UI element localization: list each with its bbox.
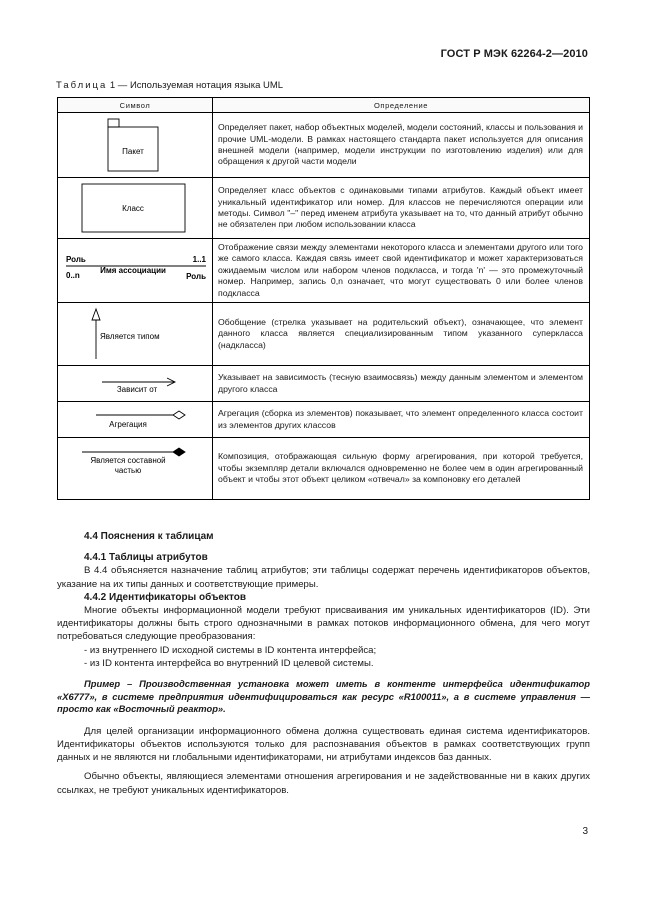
table-row xyxy=(58,113,590,178)
column-header-definition: Определение xyxy=(213,98,590,113)
definition-cell: Отображение связи между элементами некоторого класса и элементами другого или того же самого класса. Каждая связь имеет свой идентификатор и может характеризоваться ожидаемым числом или набором членов подкласса, и тогда 'n' — это промежуточный номер. Например, запись 0,n означает, что могут существовать 0 или более членов подкласса xyxy=(213,239,590,303)
symbol-cell xyxy=(58,113,213,178)
table-row xyxy=(58,239,590,303)
symbol-cell xyxy=(58,303,213,366)
dependency-label: Зависит от xyxy=(116,385,158,394)
definition-cell: Указывает на зависимость (тесную взаимосвязь) между данным элементом и элементом другого класса xyxy=(213,366,590,402)
standard-code: ГОСТ Р МЭК 62264-2—2010 xyxy=(440,48,588,60)
uml-notation-table xyxy=(57,97,590,500)
table-row xyxy=(58,402,590,438)
paragraph-4-4-2: Многие объекты информационной модели требуют присваивания им уникальных идентификаторов (ID). Эти идентификаторы должны быть строго однозначными в рамках потоков информационного обмена, для чего могут потребоваться следующие преобразования: xyxy=(57,605,590,643)
list-item: - из внутреннего ID исходной системы в ID контента интерфейса; xyxy=(84,644,377,656)
table-row xyxy=(58,366,590,402)
class-symbol xyxy=(58,178,212,238)
table-caption-text: 1 — Используемая нотация языка UML xyxy=(107,80,284,91)
class-label: Класс xyxy=(122,204,144,213)
symbol-cell xyxy=(58,366,213,402)
aggregation-symbol xyxy=(58,402,212,437)
paragraph-aggregation-ids: Обычно объекты, являющиеся элементами отношения агрегирования и не задействованные ни в каких других ссылках, не требуют уникальных идентификаторов. xyxy=(57,771,590,796)
symbol-cell xyxy=(58,438,213,500)
package-label: Пакет xyxy=(122,147,144,156)
definition-cell: Определяет класс объектов с одинаковыми типами атрибутов. Каждый объект имеет уникальный идентификатор или номер. Для классов не перечисляются операции или методы. Символ "–" перед именем атрибута указывает на то, что данный атрибут обычно не обязателен при любом использовании класса xyxy=(213,178,590,239)
definition-cell: Обобщение (стрелка указывает на родительский объект), означающее, что элемент данного класса является специализированным типом указанного суперкласса (надкласса) xyxy=(213,303,590,366)
list-item: - из ID контента интерфейса во внутренний ID целевой системы. xyxy=(84,657,374,669)
multiplicity-right-label: 1..1 xyxy=(192,255,206,264)
symbol-cell xyxy=(58,402,213,438)
symbol-cell xyxy=(58,239,213,303)
section-4-4 xyxy=(57,530,590,797)
role-left-label: Роль xyxy=(66,255,86,264)
package-symbol xyxy=(58,113,212,177)
composition-symbol xyxy=(58,438,212,499)
generalization-label: Является типом xyxy=(100,332,160,341)
definition-cell: Агрегация (сборка из элементов) показывает, что элемент определенного класса состоит из элементов других классов xyxy=(213,402,590,438)
example-paragraph: Пример – Производственная установка может иметь в контенте интерфейса идентификатор «X6777», в системе предприятия идентифицироваться как ресурс «R100011», а в системе управления — просто как «Восточный реактор». xyxy=(57,678,590,715)
table-row xyxy=(58,438,590,500)
association-name-label: Имя ассоциации xyxy=(100,266,166,275)
column-header-symbol: Символ xyxy=(58,98,213,113)
association-symbol xyxy=(58,239,212,302)
heading-4-4: 4.4 Пояснения к таблицам xyxy=(84,531,214,542)
definition-cell: Композиция, отображающая сильную форму агрегирования, при которой требуется, чтобы экземпляр детали включался одновременно не более чем в один агрегированный объект и чтобы этот объект целиком «отвечал» за компоновку его деталей xyxy=(213,438,590,500)
table-caption-word: Таблица xyxy=(56,80,108,91)
table-caption xyxy=(56,80,283,91)
composition-label-line2: частью xyxy=(114,466,142,475)
heading-4-4-1: 4.4.1 Таблицы атрибутов xyxy=(84,552,208,564)
role-right-label: Роль xyxy=(186,272,206,281)
aggregation-label: Агрегация xyxy=(109,420,147,429)
paragraph-identification: Для целей организации информационного обмена должна существовать единая система идентификаторов. Идентификаторы объектов используются только для распознавания объектов в рамках соответствующих групп данных и не являются ни глобальными идентификаторами, ни атрибутами индексов баз данных. xyxy=(57,725,590,764)
composition-label-line1: Является составной xyxy=(90,456,166,465)
table-header-row xyxy=(58,98,590,113)
generalization-symbol xyxy=(58,303,212,365)
definition-cell: Определяет пакет, набор объектных моделей, модели состояний, классы и пользования и прочие UML-модели. В рамках настоящего стандарта пакет используется для описания внешней модели (например, модели инструкции по изготовлению изделия) или для обращения к другой части модели xyxy=(213,113,590,178)
paragraph-4-4-1: В 4.4 объясняется назначение таблиц атрибутов; эти таблицы содержат перечень идентификаторов объектов, указание на их типы данных и соответствующие примеры. xyxy=(57,565,590,590)
page-number: 3 xyxy=(582,826,588,837)
table-row xyxy=(58,303,590,366)
multiplicity-left-label: 0..n xyxy=(66,271,80,280)
symbol-cell xyxy=(58,178,213,239)
table-row xyxy=(58,178,590,239)
dependency-symbol xyxy=(58,366,212,401)
heading-4-4-2: 4.4.2 Идентификаторы объектов xyxy=(84,591,246,603)
